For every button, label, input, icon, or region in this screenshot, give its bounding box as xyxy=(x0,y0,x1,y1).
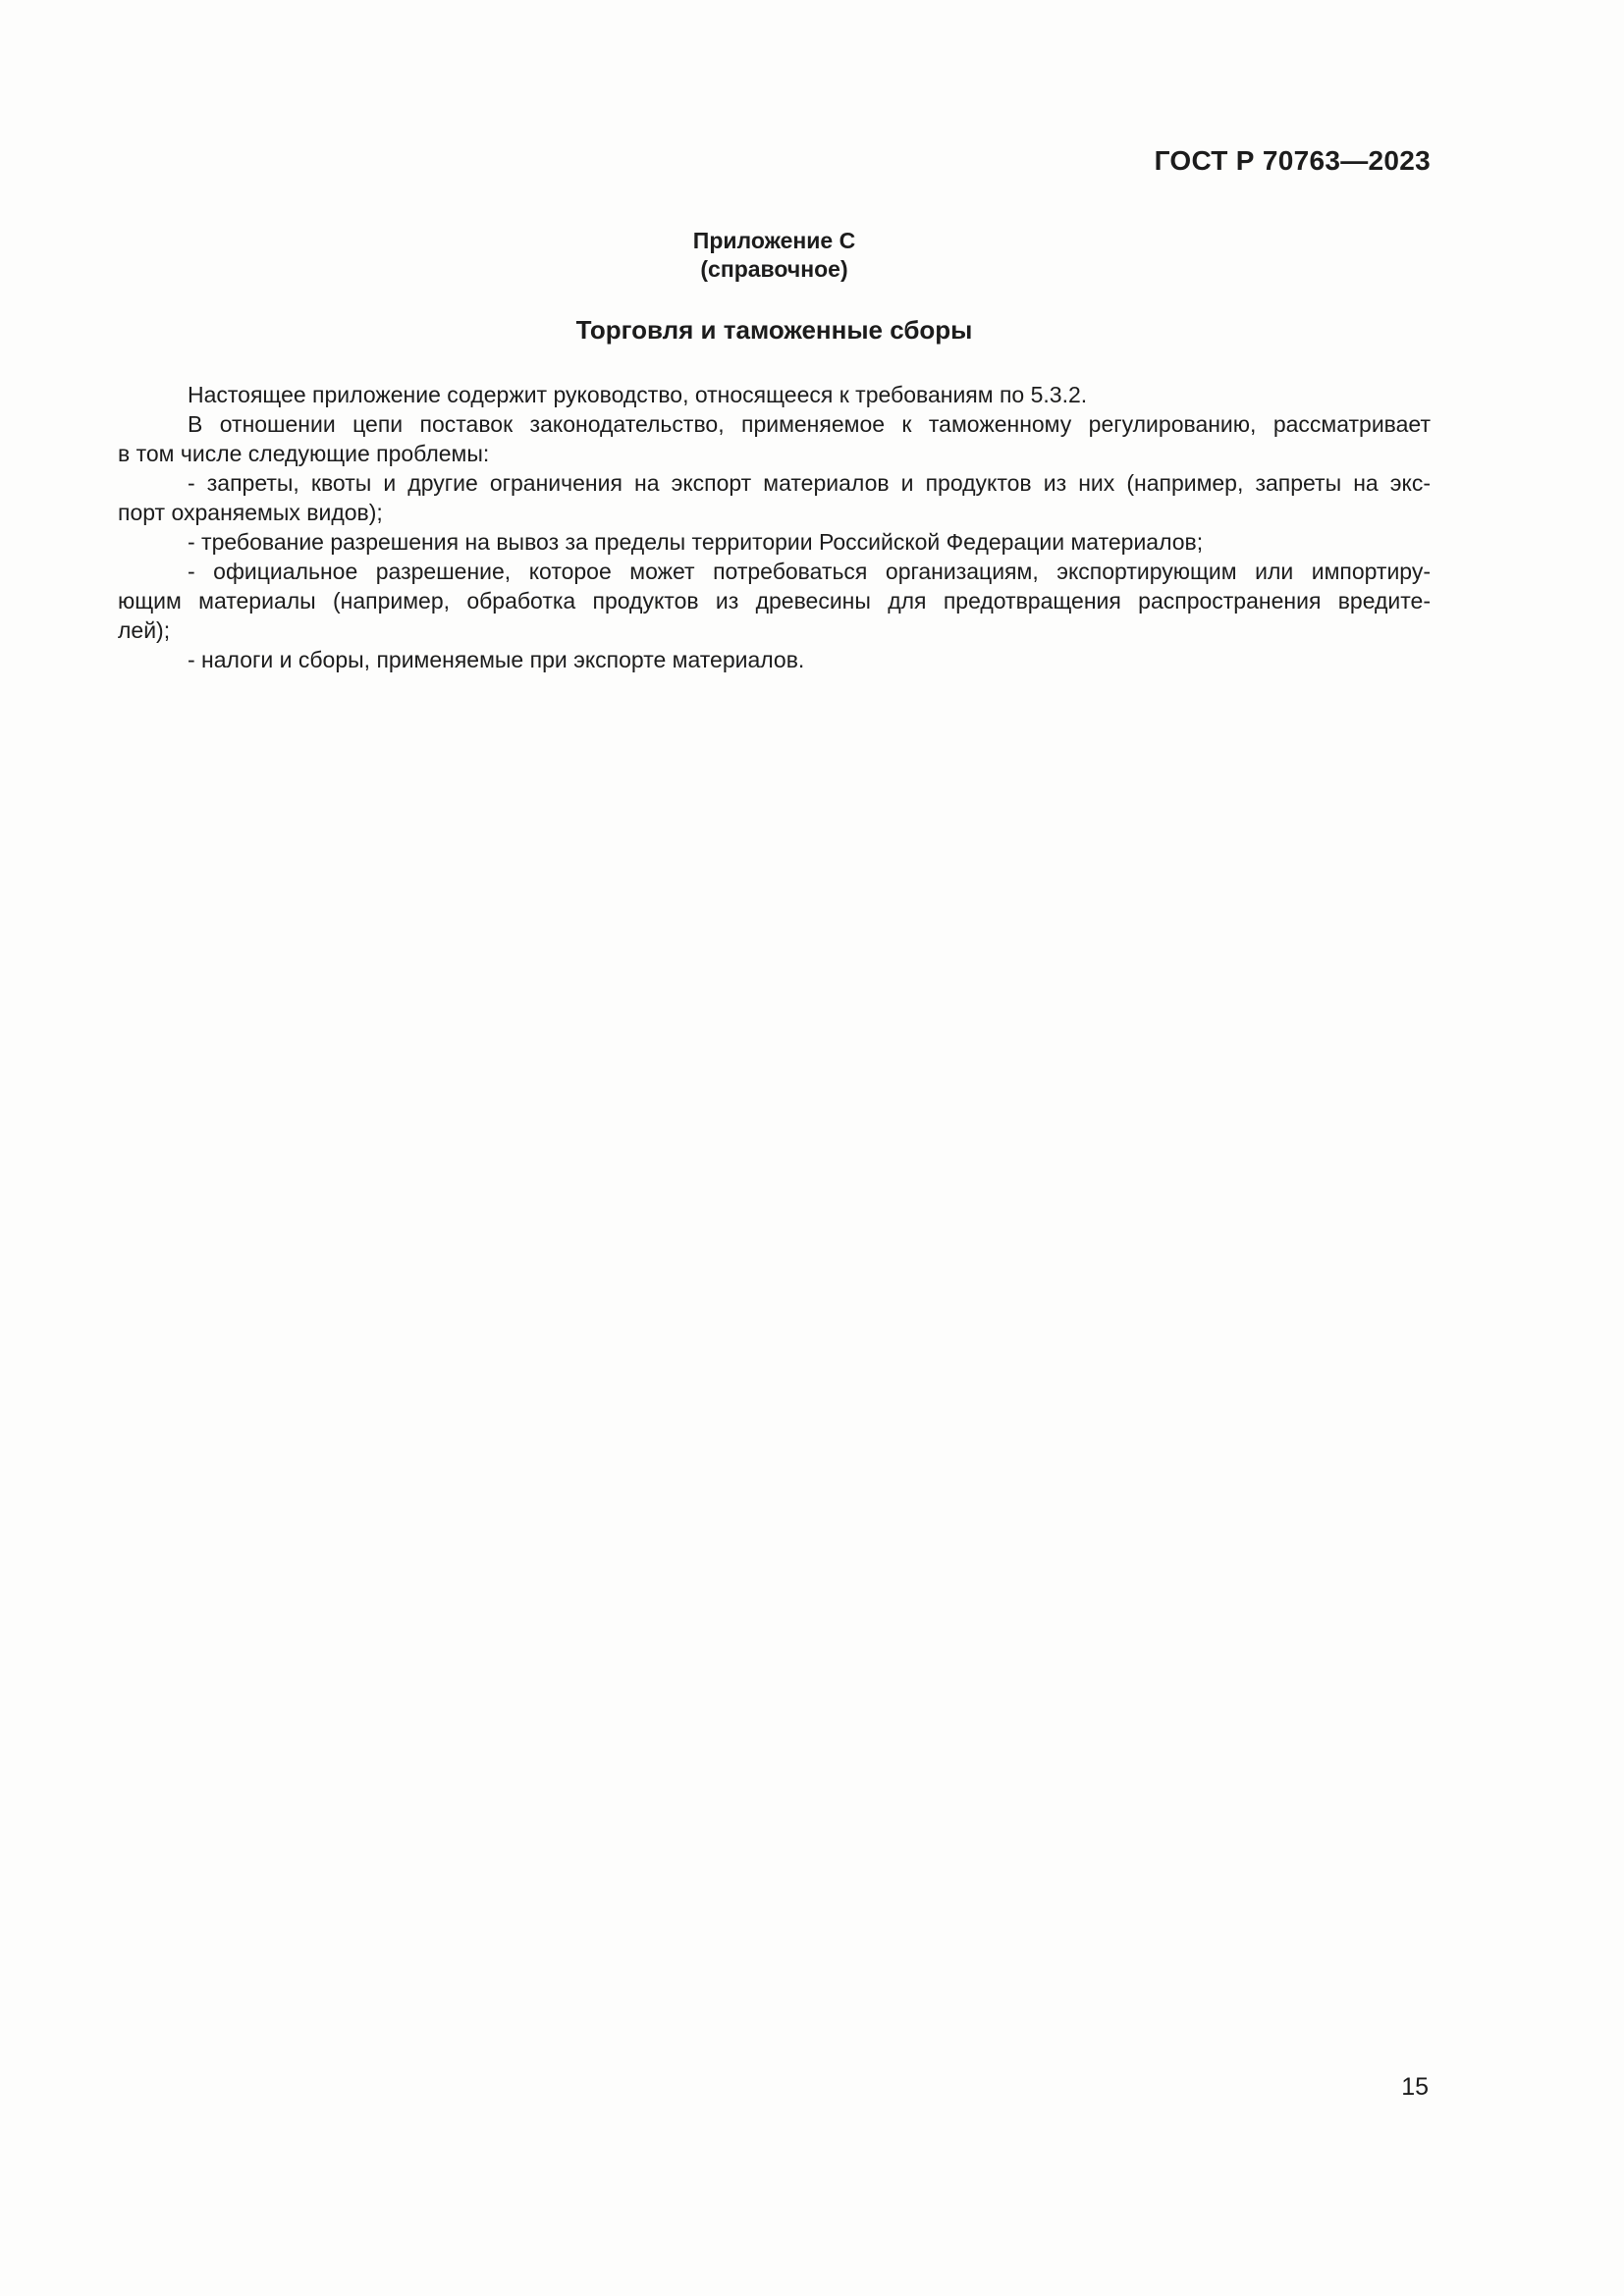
paragraph xyxy=(118,468,1431,527)
paragraph xyxy=(118,409,1431,468)
appendix-note: (справочное) xyxy=(700,256,848,282)
appendix-label: Приложение С xyxy=(692,228,856,253)
text-line: - запреты, квоты и другие ограничения на экспорт материалов и продуктов из них (например, запреты на экс- xyxy=(188,470,1431,496)
text-line: - официальное разрешение, которое может потребоваться организациям, экспортирующим или импортиру- xyxy=(188,559,1431,584)
paragraph xyxy=(118,380,1431,409)
page-number: 15 xyxy=(1401,2073,1429,2101)
paragraph xyxy=(118,557,1431,645)
appendix-heading xyxy=(118,227,1431,284)
text-line: - налоги и сборы, применяемые при экспорте материалов. xyxy=(188,647,805,672)
paragraph xyxy=(118,645,1431,674)
text-line: Настоящее приложение содержит руководство, относящееся к требованиям по 5.3.2. xyxy=(188,382,1088,407)
paragraph xyxy=(118,527,1431,557)
appendix-title: Торговля и таможенные сборы xyxy=(575,315,973,345)
body-text xyxy=(118,380,1431,674)
text-line: В отношении цепи поставок законодательство, применяемое к таможенному регулированию, рассматривает xyxy=(188,411,1431,437)
text-line: лей); xyxy=(118,617,171,643)
text-line: порт охраняемых видов); xyxy=(118,500,383,525)
standard-designation-header: ГОСТ Р 70763—2023 xyxy=(1154,145,1431,176)
text-line: ющим материалы (например, обработка продуктов из древесины для предотвращения распространения вредите- xyxy=(118,588,1431,614)
text-line: - требование разрешения на вывоз за пределы территории Российской Федерации материалов; xyxy=(188,529,1204,555)
text-line: в том числе следующие проблемы: xyxy=(118,441,490,466)
